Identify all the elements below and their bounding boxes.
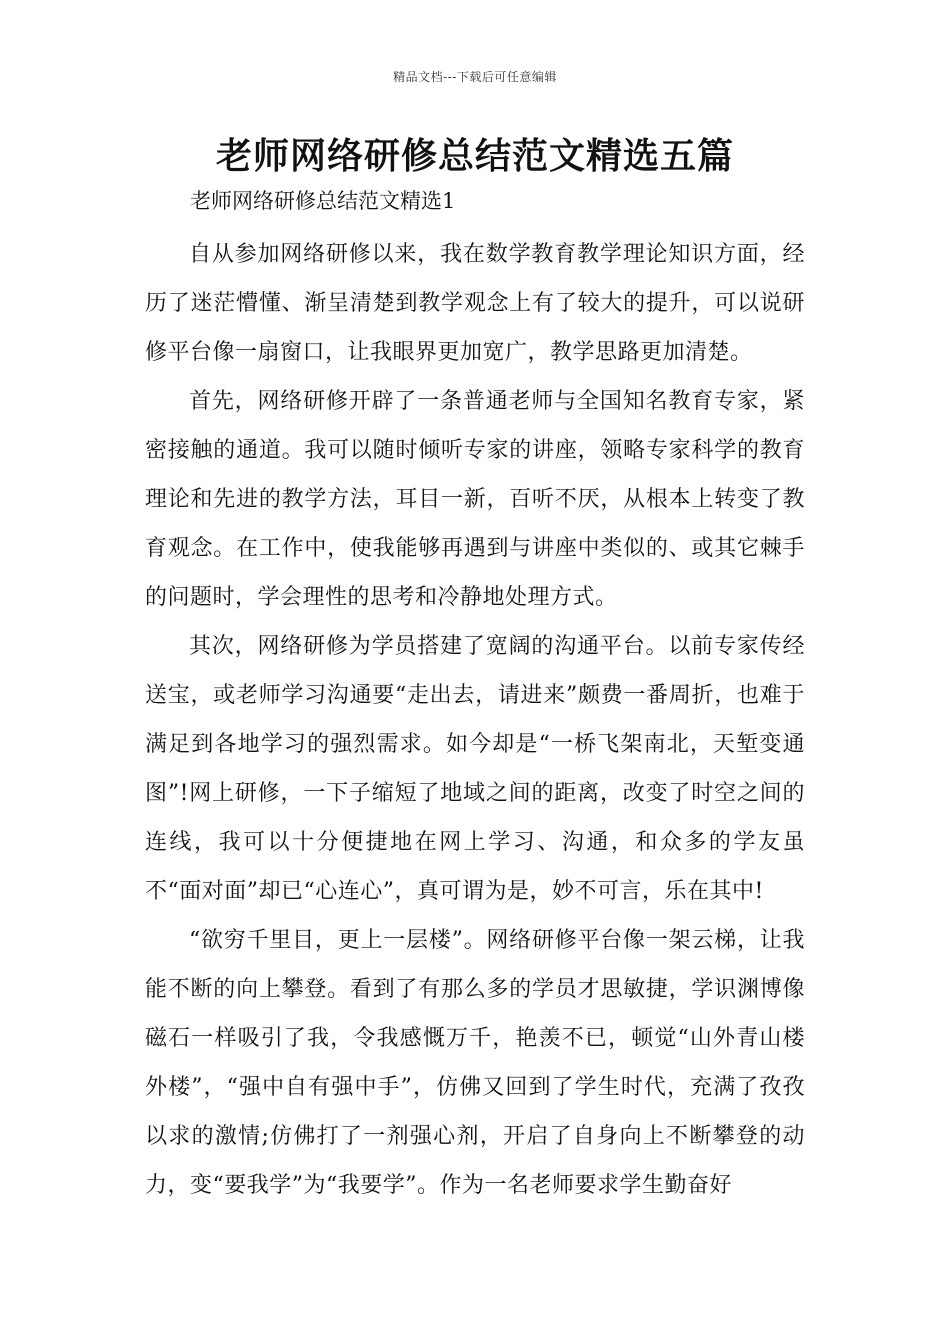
paragraph: 首先，网络研修开辟了一条普通老师与全国知名教育专家，紧密接触的通道。我可以随时倾听专家的讲座，领略专家科学的教育理论和先进的教学方法，耳目一新，百听不厌，从根本上转变了教育观念。在工作中，使我能够再遇到与讲座中类似的、或其它棘手的问题时，学会理性的思考和冷静地处理方式。	[145, 389, 805, 610]
paragraph: “欲穷千里目，更上一层楼”。网络研修平台像一架云梯，让我能不断的向上攀登。看到了有那么多的学员才思敏捷，学识渊博像磁石一样吸引了我，令我感慨万千，艳羡不已，顿觉“山外青山楼外楼”，“强中自有强中手”，仿佛又回到了学生时代，充满了孜孜以求的激情;仿佛打了一剂强心剂，开启了自身向上不断攀登的动力，变“要我学”为“我要学”。作为一名老师要求学生勤奋好	[145, 928, 805, 1198]
document-body	[145, 230, 805, 1210]
paragraph: 自从参加网络研修以来，我在数学教育教学理论知识方面，经历了迷茫懵懂、渐呈清楚到教学观念上有了较大的提升，可以说研修平台像一扇窗口，让我眼界更加宽广，教学思路更加清楚。	[145, 242, 805, 365]
section-subtitle: 老师网络研修总结范文精选1	[190, 189, 456, 213]
header-note: 精品文档---下载后可任意编辑	[393, 70, 557, 84]
paragraph: 其次，网络研修为学员搭建了宽阔的沟通平台。以前专家传经送宝，或老师学习沟通要“走出去，请进来”颇费一番周折，也难于满足到各地学习的强烈需求。如今却是“一桥飞架南北，天堑变通图”!网上研修，一下子缩短了地域之间的距离，改变了时空之间的连线，我可以十分便捷地在网上学习、沟通，和众多的学友虽不“面对面”却已“心连心”，真可谓为是，妙不可言，乐在其中!	[145, 634, 805, 904]
document-title: 老师网络研修总结范文精选五篇	[215, 135, 734, 177]
